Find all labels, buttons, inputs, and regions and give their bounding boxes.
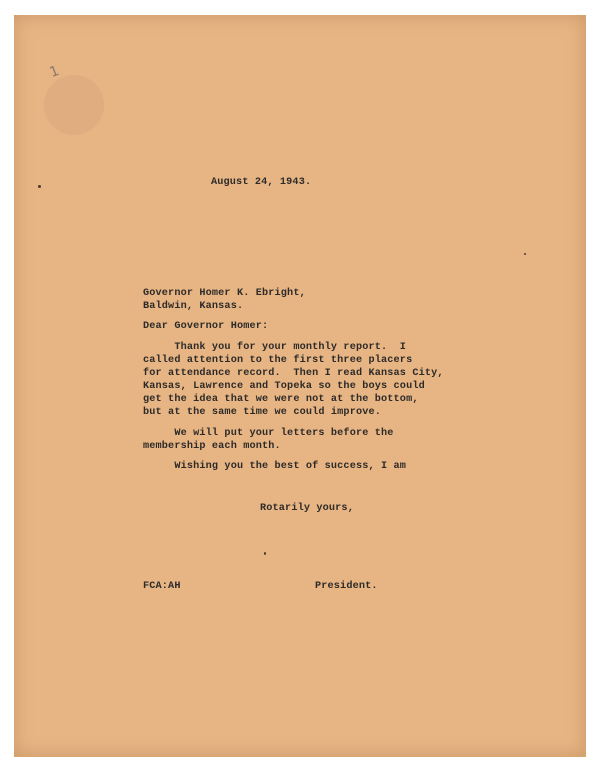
paragraph-line: but at the same time we could improve. [143,407,382,418]
letter-date: August 24, 1943. [211,177,312,188]
letter-page [14,15,586,757]
paragraph-line: Kansas, Lawrence and Topeka so the boys could [143,381,425,392]
paragraph-line: membership each month. [143,441,281,452]
paper-speck [38,185,41,188]
paper-stain [44,75,104,135]
recipient-location: Baldwin, Kansas. [143,301,244,312]
paper-speck [524,253,526,255]
paragraph-wishes: Wishing you the best of success, I am [143,461,407,472]
paragraph-line: for attendance record. Then I read Kansas City, [143,368,444,379]
paragraph-line: Thank you for your monthly report. I [143,342,407,353]
margin-pencil-mark: 1 [47,62,62,82]
paragraph-line: called attention to the first three placers [143,355,413,366]
paragraph-line: get the idea that we were not at the bottom, [143,394,419,405]
closing: Rotarily yours, [260,503,354,514]
salutation: Dear Governor Homer: [143,321,269,332]
reference-initials: FCA:AH [143,581,181,592]
recipient-name: Governor Homer K. Ebright, [143,288,306,299]
signature-title: President. [315,581,378,592]
paragraph-line: We will put your letters before the [143,428,394,439]
paper-speck [264,552,266,555]
